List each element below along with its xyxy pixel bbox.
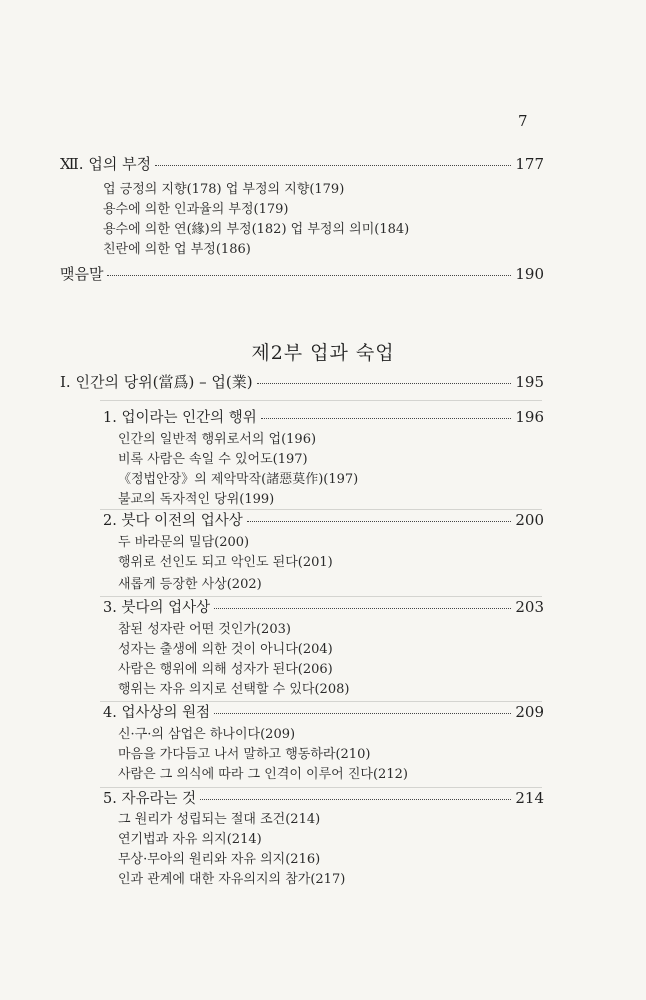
toc-entry-title: 3. 붓다의 업사상 [103, 600, 211, 616]
toc-subentry: 인과 관계에 대한 자유의지의 참가(217) [118, 872, 346, 887]
toc-subentry: 인간의 일반적 행위로서의 업(196) [118, 432, 317, 447]
toc-entry-title: 2. 붓다 이전의 업사상 [103, 513, 243, 529]
dot-leader [214, 607, 511, 609]
page-number: 7 [518, 112, 528, 130]
toc-subentry: 비록 사람은 속일 수 있어도(197) [118, 452, 308, 467]
toc-entry-section-3 [103, 597, 544, 618]
toc-subentry: 친란에 의한 업 부정(186) [103, 242, 251, 257]
toc-subentry: 불교의 독자적인 당위(199) [118, 492, 275, 507]
toc-entry-title: 1. 업이라는 인간의 행위 [103, 410, 257, 426]
toc-entry-page: 177 [515, 155, 544, 173]
toc-entry-epilogue [60, 264, 544, 284]
toc-entry-chapter-12 [60, 154, 544, 174]
toc-subentry: 《정법안장》의 제악막작(諸惡莫作)(197) [118, 472, 359, 487]
toc-subentry: 마음을 가다듬고 나서 말하고 행동하라(210) [118, 747, 371, 762]
toc-entry-title: Ⅻ. 업의 부정 [60, 155, 152, 173]
toc-subentry: 신·구·의 삼업은 하나이다(209) [118, 727, 296, 742]
toc-entry-page: 209 [515, 703, 544, 721]
part-title: 제2부 업과 숙업 [251, 342, 395, 364]
dot-leader [155, 164, 511, 166]
toc-subentry: 행위는 자유 의지로 선택할 수 있다(208) [118, 682, 350, 697]
toc-entry-title: 5. 자유라는 것 [103, 791, 197, 807]
toc-entry-section-5 [103, 788, 544, 809]
toc-entry-page: 196 [515, 408, 544, 426]
toc-subentry: 용수에 의한 연(緣)의 부정(182) 업 부정의 의미(184) [103, 222, 410, 237]
toc-subentry: 행위로 선인도 되고 악인도 된다(201) [118, 555, 333, 570]
toc-subentry: 참된 성자란 어떤 것인가(203) [118, 622, 291, 637]
toc-entry-page: 203 [515, 598, 544, 616]
toc-subentry: 그 원리가 성립되는 절대 조건(214) [118, 812, 321, 827]
toc-subentry: 새롭게 등장한 사상(202) [118, 577, 262, 592]
toc-entry-section-2 [103, 510, 544, 531]
toc-subentry: 성자는 출생에 의한 것이 아니다(204) [118, 642, 333, 657]
toc-entry-title: 4. 업사상의 원점 [103, 705, 211, 721]
toc-entry-title: Ⅰ. 인간의 당위(當爲) – 업(業) [60, 373, 253, 391]
toc-entry-section-1 [103, 407, 544, 428]
dot-leader [107, 274, 511, 276]
dot-leader [261, 417, 512, 419]
toc-entry-page: 190 [515, 265, 544, 283]
toc-subentry: 연기법과 자유 의지(214) [118, 832, 262, 847]
toc-subentry: 무상·무아의 원리와 자유 의지(216) [118, 852, 321, 867]
dot-leader [257, 382, 512, 384]
toc-entry-page: 214 [515, 789, 544, 807]
toc-subentry: 사람은 그 의식에 따라 그 인격이 이루어 진다(212) [118, 767, 408, 782]
section-divider [100, 400, 542, 401]
dot-leader [247, 520, 512, 522]
toc-subentry: 사람은 행위에 의해 성자가 된다(206) [118, 662, 333, 677]
toc-entry-page: 195 [515, 373, 544, 391]
toc-entry-chapter-1 [60, 372, 544, 392]
toc-entry-section-4 [103, 702, 544, 723]
toc-subentry: 용수에 의한 인과율의 부정(179) [103, 202, 289, 217]
dot-leader [200, 798, 511, 800]
toc-subentry: 업 긍정의 지향(178) 업 부정의 지향(179) [103, 182, 345, 197]
dot-leader [214, 712, 511, 714]
toc-entry-title: 맺음말 [60, 265, 104, 283]
toc-subentry: 두 바라문의 밀담(200) [118, 535, 250, 550]
toc-entry-page: 200 [515, 511, 544, 529]
